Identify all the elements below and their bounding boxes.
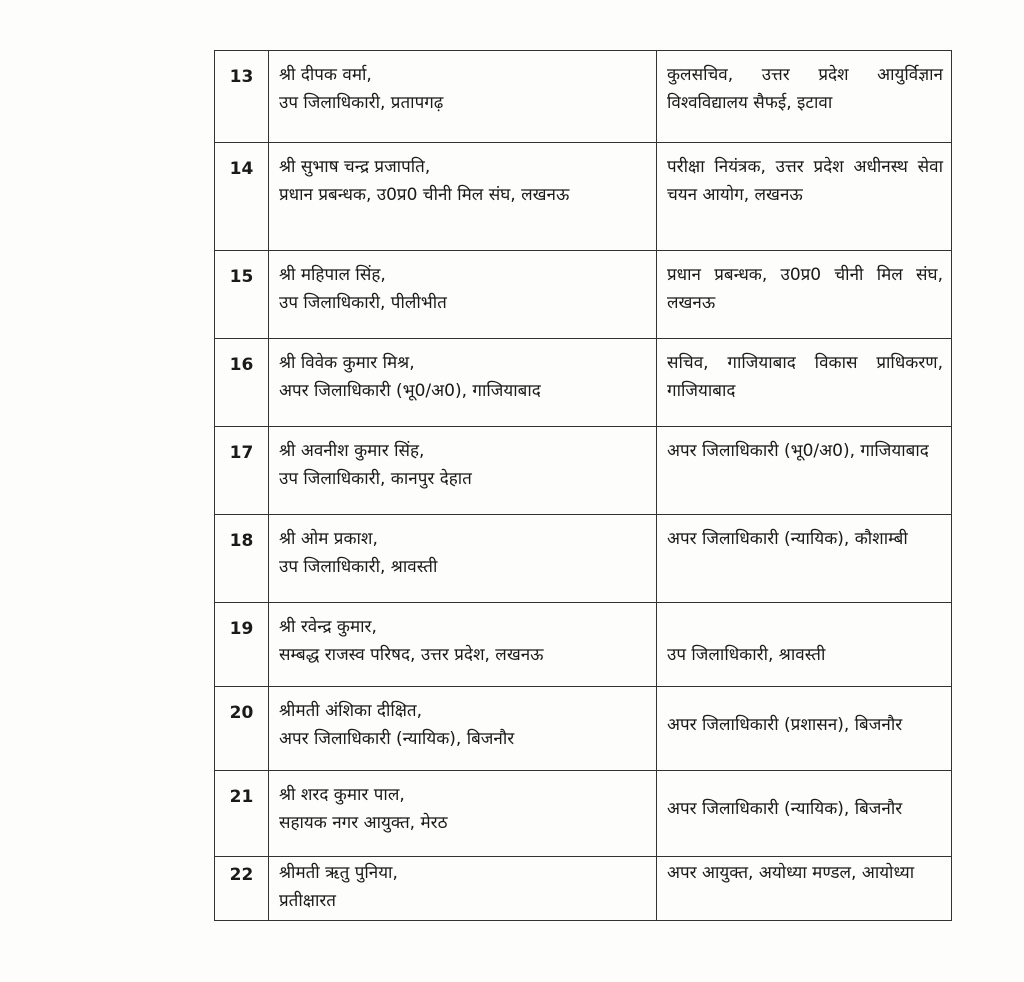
serial-number: 17	[215, 427, 269, 514]
officer-current-post: उप जिलाधिकारी, प्रतापगढ़	[279, 93, 444, 113]
officer-cell	[269, 603, 657, 686]
table-row	[215, 250, 951, 338]
officer-current-post: उप जिलाधिकारी, पीलीभीत	[279, 293, 447, 313]
officer-name: श्री अवनीश कुमार सिंह,	[279, 441, 425, 461]
new-posting: सचिव, गाजियाबाद विकास प्राधिकरण, गाजियाबाद	[667, 353, 943, 401]
officer-cell	[269, 427, 657, 514]
table-row	[215, 686, 951, 770]
officer-current-post: सहायक नगर आयुक्त, मेरठ	[279, 813, 448, 833]
new-posting: अपर जिलाधिकारी (न्यायिक), कौशाम्बी	[667, 529, 908, 549]
table-row	[215, 50, 951, 142]
officer-current-post: प्रतीक्षारत	[279, 891, 337, 911]
serial-number: 16	[215, 339, 269, 426]
officer-name: श्रीमती ऋतु पुनिया,	[279, 863, 398, 883]
officer-name: श्री रवेन्द्र कुमार,	[279, 617, 377, 637]
officer-cell	[269, 687, 657, 770]
serial-number: 20	[215, 687, 269, 770]
officer-name: श्रीमती अंशिका दीक्षित,	[279, 701, 423, 721]
new-posting: अपर जिलाधिकारी (भू0/अ0), गाजियाबाद	[667, 441, 929, 461]
officer-cell	[269, 51, 657, 142]
serial-number: 21	[215, 771, 269, 856]
officer-name: श्री दीपक वर्मा,	[279, 65, 372, 85]
officer-cell	[269, 771, 657, 856]
new-posting: उप जिलाधिकारी, श्रावस्ती	[667, 645, 826, 665]
officer-name: श्री विवेक कुमार मिश्र,	[279, 353, 415, 373]
serial-number: 18	[215, 515, 269, 602]
officer-current-post: अपर जिलाधिकारी (न्यायिक), बिजनौर	[279, 729, 515, 749]
table-row	[215, 338, 951, 426]
officer-current-post: प्रधान प्रबन्धक, उ0प्र0 चीनी मिल संघ, लखनऊ	[279, 185, 570, 205]
officer-cell	[269, 339, 657, 426]
officer-cell	[269, 515, 657, 602]
new-posting: कुलसचिव, उत्तर प्रदेश आयुर्विज्ञान विश्वविद्यालय सैफई, इटावा	[667, 65, 943, 113]
transfer-table	[214, 50, 952, 921]
officer-current-post: उप जिलाधिकारी, श्रावस्ती	[279, 557, 438, 577]
new-posting: अपर जिलाधिकारी (न्यायिक), बिजनौर	[667, 799, 903, 819]
officer-current-post: उप जिलाधिकारी, कानपुर देहात	[279, 469, 472, 489]
table-row	[215, 142, 951, 250]
officer-name: श्री महिपाल सिंह,	[279, 265, 386, 285]
serial-number: 14	[215, 143, 269, 250]
serial-number: 19	[215, 603, 269, 686]
officer-name: श्री ओम प्रकाश,	[279, 529, 378, 549]
table-row	[215, 426, 951, 514]
officer-current-post: अपर जिलाधिकारी (भू0/अ0), गाजियाबाद	[279, 381, 541, 401]
serial-number: 22	[215, 857, 269, 920]
officer-cell	[269, 857, 657, 920]
table-row	[215, 770, 951, 856]
new-posting: अपर आयुक्त, अयोध्या मण्डल, आयोध्या	[667, 863, 915, 883]
table-row	[215, 602, 951, 686]
officer-cell	[269, 251, 657, 338]
new-posting: प्रधान प्रबन्धक, उ0प्र0 चीनी मिल संघ, लखनऊ	[667, 265, 943, 313]
officer-cell	[269, 143, 657, 250]
new-posting: परीक्षा नियंत्रक, उत्तर प्रदेश अधीनस्थ सेवा चयन आयोग, लखनऊ	[667, 157, 943, 205]
table-row	[215, 856, 951, 920]
serial-number: 15	[215, 251, 269, 338]
serial-number: 13	[215, 51, 269, 142]
officer-name: श्री शरद कुमार पाल,	[279, 785, 405, 805]
table-row	[215, 514, 951, 602]
new-posting: अपर जिलाधिकारी (प्रशासन), बिजनौर	[667, 715, 903, 735]
officer-name: श्री सुभाष चन्द्र प्रजापति,	[279, 157, 431, 177]
officer-current-post: सम्बद्ध राजस्व परिषद, उत्तर प्रदेश, लखनऊ	[279, 645, 544, 665]
